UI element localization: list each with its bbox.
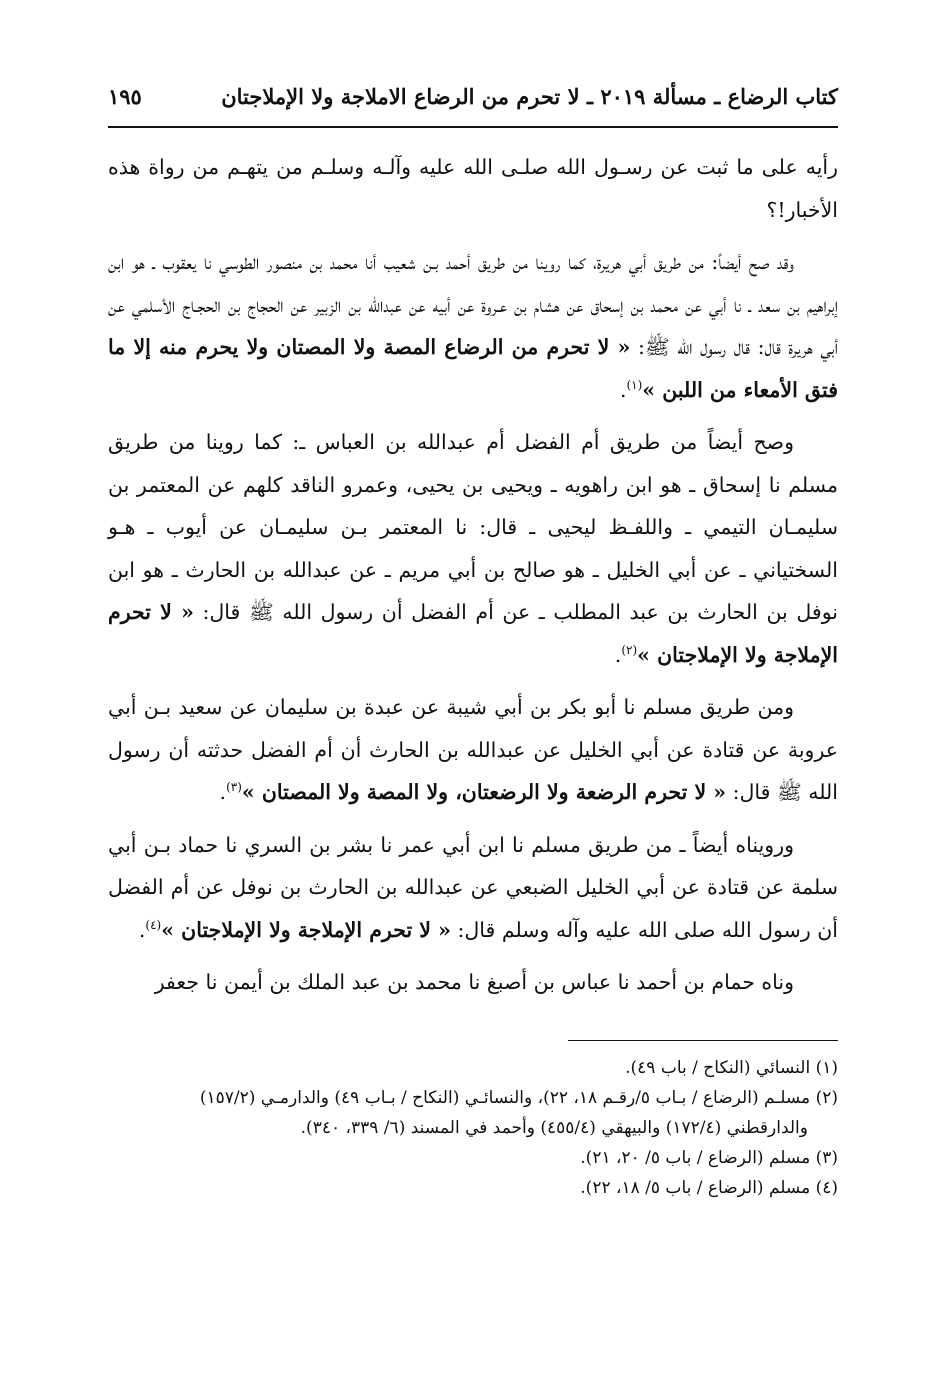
header-rule [108,126,838,128]
footnote: (٤) مسلم (الرضاع / باب ٥/ ١٨، ٢٢). [580,1177,838,1198]
paragraph [108,421,838,676]
paragraph-end: . [138,917,146,942]
footnote-reference: (١) [626,377,643,392]
footnote: (٣) مسلم (الرضاع / باب ٥/ ٢٠، ٢١). [580,1147,838,1168]
hadith-quote: « لا تحرم من الرضاع المصة ولا المصتان ولا يحرم منه إلا ما فتق الأمعاء من اللبن » [108,335,838,402]
hadith-quote: « لا تحرم الإملاجة ولا الإملاجتان » [108,600,838,667]
paragraph [108,686,838,814]
footnotes [108,1053,838,1203]
paragraph-end: . [614,642,622,667]
hadith-quote: « لا تحرم الإملاجة ولا الإملاجتان » [161,917,451,942]
paragraph-text: ورويناه أيضاً ـ من طريق مسلم نا ابن أبي عمر نا بشر بن السري نا حماد بـن أبي سلمة عن قتادة عن أبي الخليل الضبعي عن عبدالله بن الحارث بن نوفل عن أم الفضل أن رسول الله صلى الله عليه وآله وسلم قال: [108,832,838,942]
main-text [108,146,838,1004]
paragraph-text: وقد صح أيضاً: من طريق أبي هريرة، كما روينا من طريق أحمد بـن شعيب أنا محمد بن منصور الطوسي نا يعقوب ـ هو ابن إبراهيم بن سعد ـ نا أبي عن محمد بن إسحاق عن هشام بن عـروة عن أبيه عن عبدالله بن الزبير عن الحجاج بن الحجـاج الأسلمي عن أبي هريرة قال: قال رسول الله ﷺ: [108,250,838,359]
paragraph [108,824,838,952]
paragraph-end: . [219,780,227,804]
hadith-quote: « لا تحرم الرضعة ولا الرضعتان، ولا المصة ولا المصتان » [241,780,727,804]
footnote: (١) النسائي (النكاح / باب ٤٩). [625,1057,838,1078]
running-title: كتاب الرضاع ـ مسألة ٢٠١٩ ـ لا تحرم من الرضاع الاملاجة ولا الإملاجتان [221,84,838,109]
paragraph-end: . [619,377,627,402]
page-header [108,84,838,120]
paragraph-text: وصح أيضاً من طريق أم الفضل أم عبدالله بن العباس ـ: كما روينا من طريق مسلم نا إسحاق ـ هو ابن راهويه ـ ويحيى بن يحيى، وعمرو الناقد كلهم عن المعتمر بن سليمـان التيمي ـ واللفـظ ليحيى ـ قال: نا المعتمر بـن سليمـان عن أيوب ـ هـو السختياني ـ عن أبي الخليل ـ هو صالح بن أبي مريم ـ عن عبدالله بن الحارث ـ هو ابن نوفل بن الحارث بن عبد المطلب ـ عن أم الفضل أن رسول الله ﷺ قال: [108,430,838,624]
paragraph [108,146,838,231]
paragraph-text: ومن طريق مسلم نا أبو بكر بن أبي شيبة عن عبدة بن سليمان عن سعيد بـن أبي عروبة عن قتادة عن أبي الخليل عن عبدالله بن الحارث أن أم الفضل حدثته أن رسول الله ﷺ قال: [108,695,838,804]
footnote-reference: (٢) [621,642,638,657]
footnote-separator [568,1040,838,1041]
footnote-continuation: والدارقطني (١٧٢/٤) والبيهقي (٤٥٥/٤) وأحمد في المسند (٦/ ٣٣٩، ٣٤٠). [300,1117,808,1138]
footnote-reference: (٤) [145,917,162,932]
paragraph-text: وناه حمام بن أحمد نا عباس بن أصبغ نا محمد بن عبد الملك بن أيمن نا جعفر [154,970,794,994]
paragraph [108,241,838,411]
page-number: ١٩٥ [108,84,142,109]
paragraph [108,961,838,1004]
footnote-reference: (٣) [226,780,242,795]
paragraph-text: رأيه على ما ثبت عن رسـول الله صلـى الله عليه وآلـه وسلـم من يتهـم من رواة هذه الأخبار!؟ [108,155,838,222]
footnote: (٢) مسلـم (الرضاع / بـاب ٥/رقـم ١٨، ٢٢)، والنسائـي (النكاح / بـاب ٤٩) والدارمـي (١٥٧/٢) [199,1087,838,1108]
